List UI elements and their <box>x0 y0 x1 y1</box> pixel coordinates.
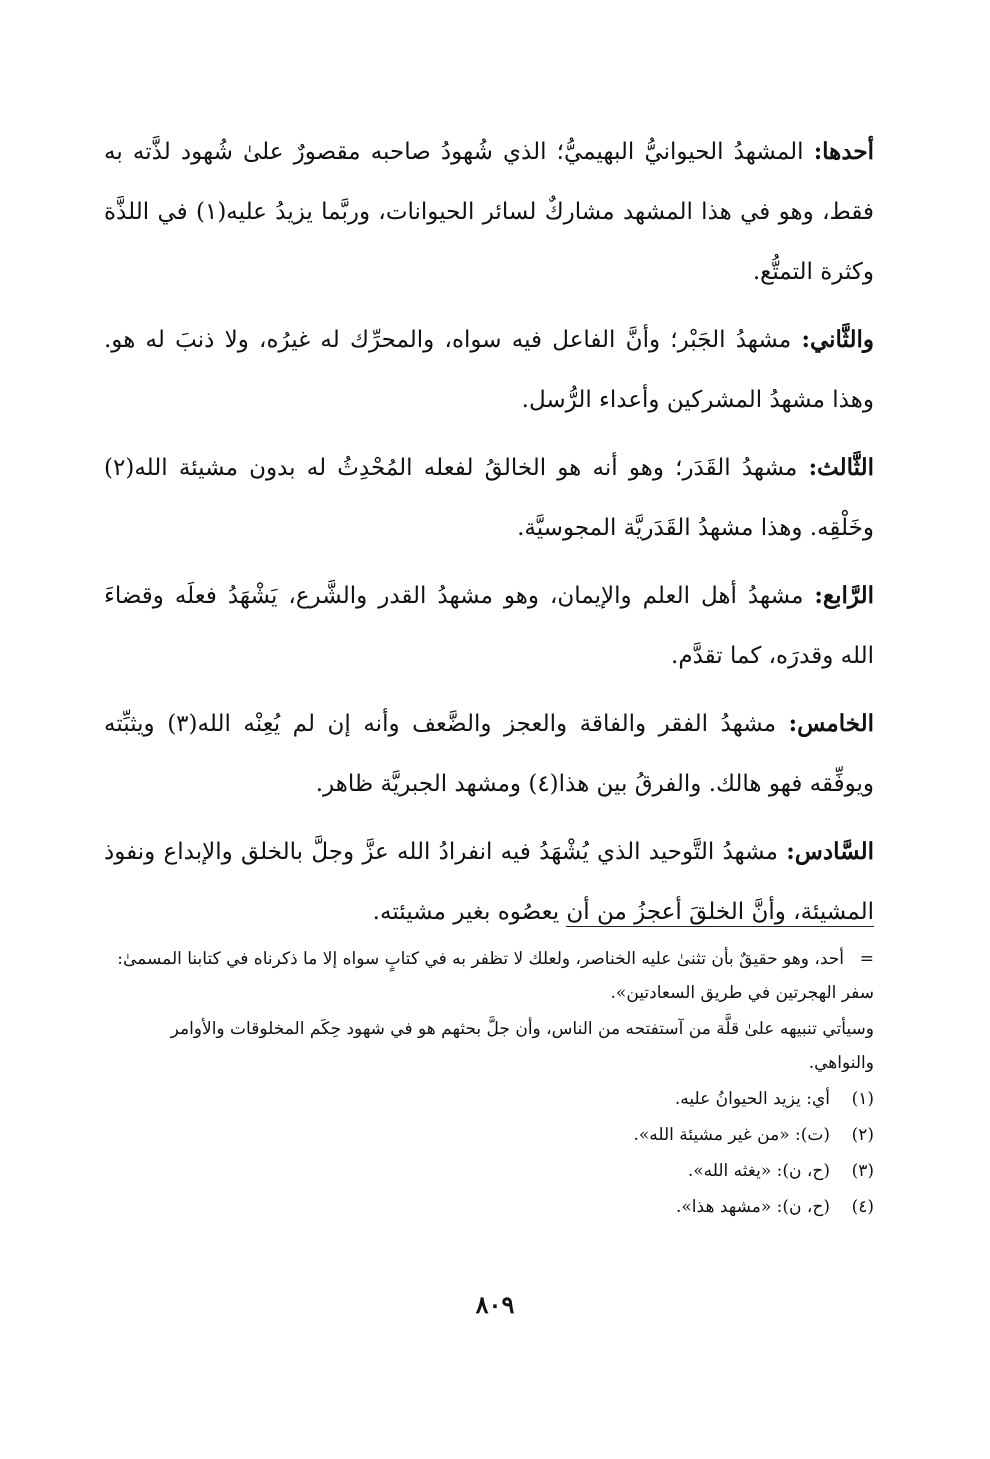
footnote-number: (٢) <box>851 1125 874 1145</box>
paragraph-body: مشهدُ الجَبْر؛ وأنَّ الفاعل فيه سواه، والمحرِّك له غيرُه، ولا ذنبَ له هو. وهذا مشهدُ المشركين وأعداء الرُّسل. <box>104 327 874 413</box>
paragraph-lead: الخامس: <box>788 710 874 737</box>
paragraph-lead: الرَّابع: <box>814 582 874 609</box>
paragraph-third-scene <box>104 438 874 558</box>
paragraph-lead: السَّادس: <box>786 838 874 865</box>
footnote-number: (٣) <box>851 1161 874 1181</box>
footnote-item <box>104 1190 874 1224</box>
paragraph-lead: والثَّاني: <box>801 326 874 353</box>
footnote-item <box>104 1082 874 1116</box>
paragraph-fourth-scene <box>104 566 874 686</box>
main-text <box>104 122 874 950</box>
continuation-mark: = <box>859 949 874 969</box>
page-number: ٨٠٩ <box>475 1290 515 1319</box>
footnote-item <box>104 1118 874 1152</box>
footnote-text: أي: يزيد الحيوانُ عليه. <box>674 1089 830 1109</box>
footnote-number: (٤) <box>851 1197 874 1217</box>
footnote-item <box>104 1154 874 1188</box>
footnote-text: (ح، ن): «يغثه الله». <box>687 1161 830 1181</box>
continuation-text: أحد، وهو حقيقٌ بأن تثنىٰ عليه الخناصر، ولعلك لا تظفر به في كتابٍ سواه إلا ما ذكرناه في كتابنا المسمىٰ: سفر الهجرتين في طريق السعادتين». <box>117 949 874 1003</box>
paragraph-body: المشهدُ الحيوانيُّ البهيميُّ؛ الذي شُهودُ صاحبه مقصورٌ علىٰ شُهود لذَّته به فقط، وهو في هذا المشهد مشاركٌ لسائر الحيوانات، وربَّما يزيدُ عليه(١) في اللذَّة وكثرة التمتُّع. <box>104 139 874 285</box>
footnote-number: (١) <box>851 1089 874 1109</box>
footnote-continuation <box>104 1012 874 1080</box>
continuation-text: وسيأتي تنبيهه علىٰ قلَّة من آستفتحه من الناس، وأن جلَّ بحثهم هو في شهود حِكَم المخلوقات والأوامر والنواهي. <box>170 1019 874 1073</box>
footnote-text: (ح، ن): «مشهد هذا». <box>676 1197 830 1217</box>
footnote-separator <box>566 926 874 927</box>
paragraph-fifth-scene <box>104 694 874 814</box>
paragraph-lead: الثَّالث: <box>808 454 874 481</box>
paragraph-lead: أحدها: <box>813 138 874 165</box>
paragraph-body: مشهدُ أهل العلم والإيمان، وهو مشهدُ القدر والشَّرع، يَشْهَدُ فعلَه وقضاءَ الله وقدرَه، كما تقدَّم. <box>104 583 874 669</box>
footnote-continuation <box>104 942 874 1010</box>
paragraph-body: مشهدُ القَدَر؛ وهو أنه هو الخالقُ لفعله المُحْدِثُ له بدون مشيئة الله(٢) وخَلْقِه. وهذا مشهدُ القَدَريَّة المجوسيَّة. <box>104 455 874 541</box>
paragraph-body: مشهدُ الفقر والفاقة والعجز والضَّعف وأنه إن لم يُعِنْه الله(٣) ويثبِّته ويوفِّقه فهو هالك. والفرقُ بين هذا(٤) ومشهد الجبريَّة ظاهر. <box>104 711 874 797</box>
paragraph-second-scene <box>104 310 874 430</box>
footnote-text: (ت): «من غير مشيئة الله». <box>633 1125 830 1145</box>
footnotes <box>104 942 874 1226</box>
paragraph-sixth-scene <box>104 822 874 942</box>
paragraph-body: مشهدُ التَّوحيد الذي يُشْهَدُ فيه انفرادُ الله عزَّ وجلَّ بالخلق والإبداع ونفوذ المشيئة، وأنَّ الخلقَ أعجزُ من أن يعصُوه بغير مشيئته. <box>104 839 874 925</box>
paragraph-first-scene <box>104 122 874 302</box>
